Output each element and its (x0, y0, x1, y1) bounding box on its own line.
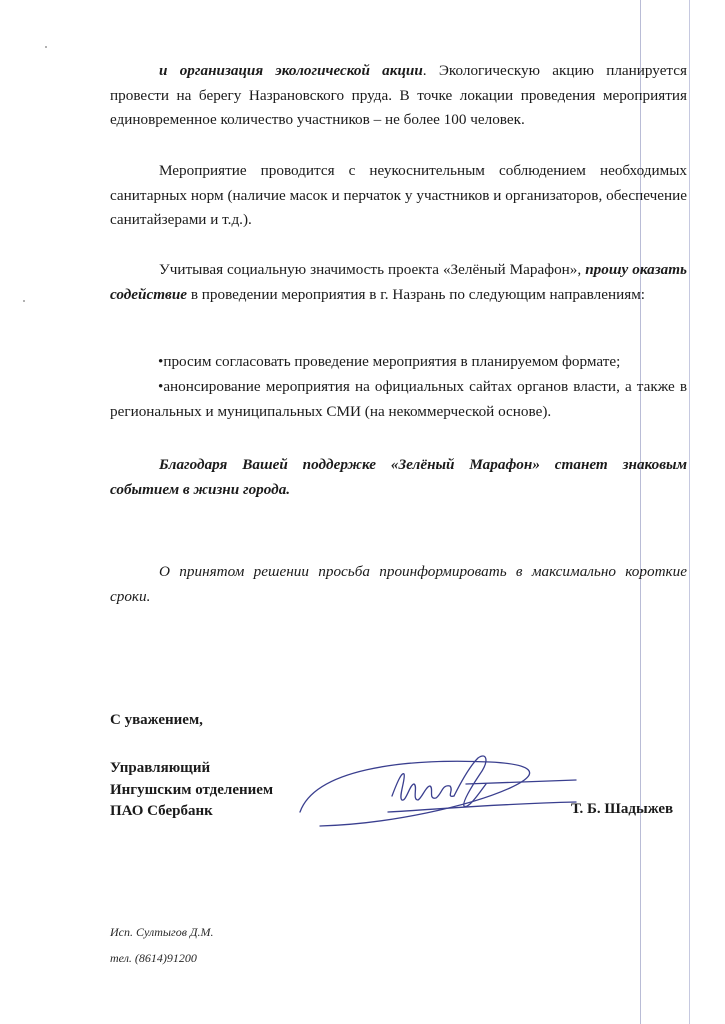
position-line: ПАО Сбербанк (110, 803, 213, 819)
paragraph-request-emphasis: прошу оказать содействие (110, 261, 688, 303)
phone-line: тел. (8614)91200 (110, 951, 197, 965)
bullet-item: •просим согласовать проведение мероприятия в планируемом формате; (158, 353, 621, 370)
paragraph-location-lead: и организация экологической акции (159, 62, 423, 79)
paragraph-request (110, 258, 687, 307)
scan-artifact-line (640, 0, 641, 1024)
bullet-item-text: •анонсирование мероприятия на официальных сайтах органов власти, а также в региональных и муниципальных СМИ (на некоммерческой основе). (110, 378, 687, 420)
paragraph-inform-request: О принятом решении просьба проинформировать в максимально короткие сроки. (110, 563, 687, 605)
paragraph-sanitary: Мероприятие проводится с неукоснительным соблюдением необходимых санитарных норм (наличие масок и перчаток у участников и организаторов, обеспечение санитайзерами и т.д.). (110, 162, 687, 228)
paragraph-location (110, 59, 687, 133)
closing-greeting: С уважением, (110, 712, 203, 728)
paragraph-request-body: в проведении мероприятия в г. Назрань по следующим направлениям: (187, 285, 646, 303)
handwritten-signature (280, 740, 580, 835)
paragraph-location-body: . Экологическую акцию планируется провести на берегу Назрановского пруда. В точке локации проведения мероприятия единовременное количество участников – не более 100 человек. (110, 62, 687, 128)
scan-artifact-line (689, 0, 690, 1024)
executor-line: Исп. Султыгов Д.М. (110, 925, 214, 939)
position-line: Управляющий (110, 760, 211, 776)
position-line: Ингушским отделением (110, 781, 274, 798)
paragraph-request-intro: Учитывая социальную значимость проекта «Зелёный Марафон», (159, 261, 586, 278)
bullet-item (110, 375, 687, 424)
scan-speck (23, 300, 25, 302)
signatory-position (110, 758, 273, 823)
scan-speck (45, 46, 47, 48)
signer-name: Т. Б. Шадыжев (571, 801, 674, 817)
paragraph-thanks: Благодаря Вашей поддержке «Зелёный Марафон» станет знаковым событием в жизни города. (110, 456, 687, 498)
